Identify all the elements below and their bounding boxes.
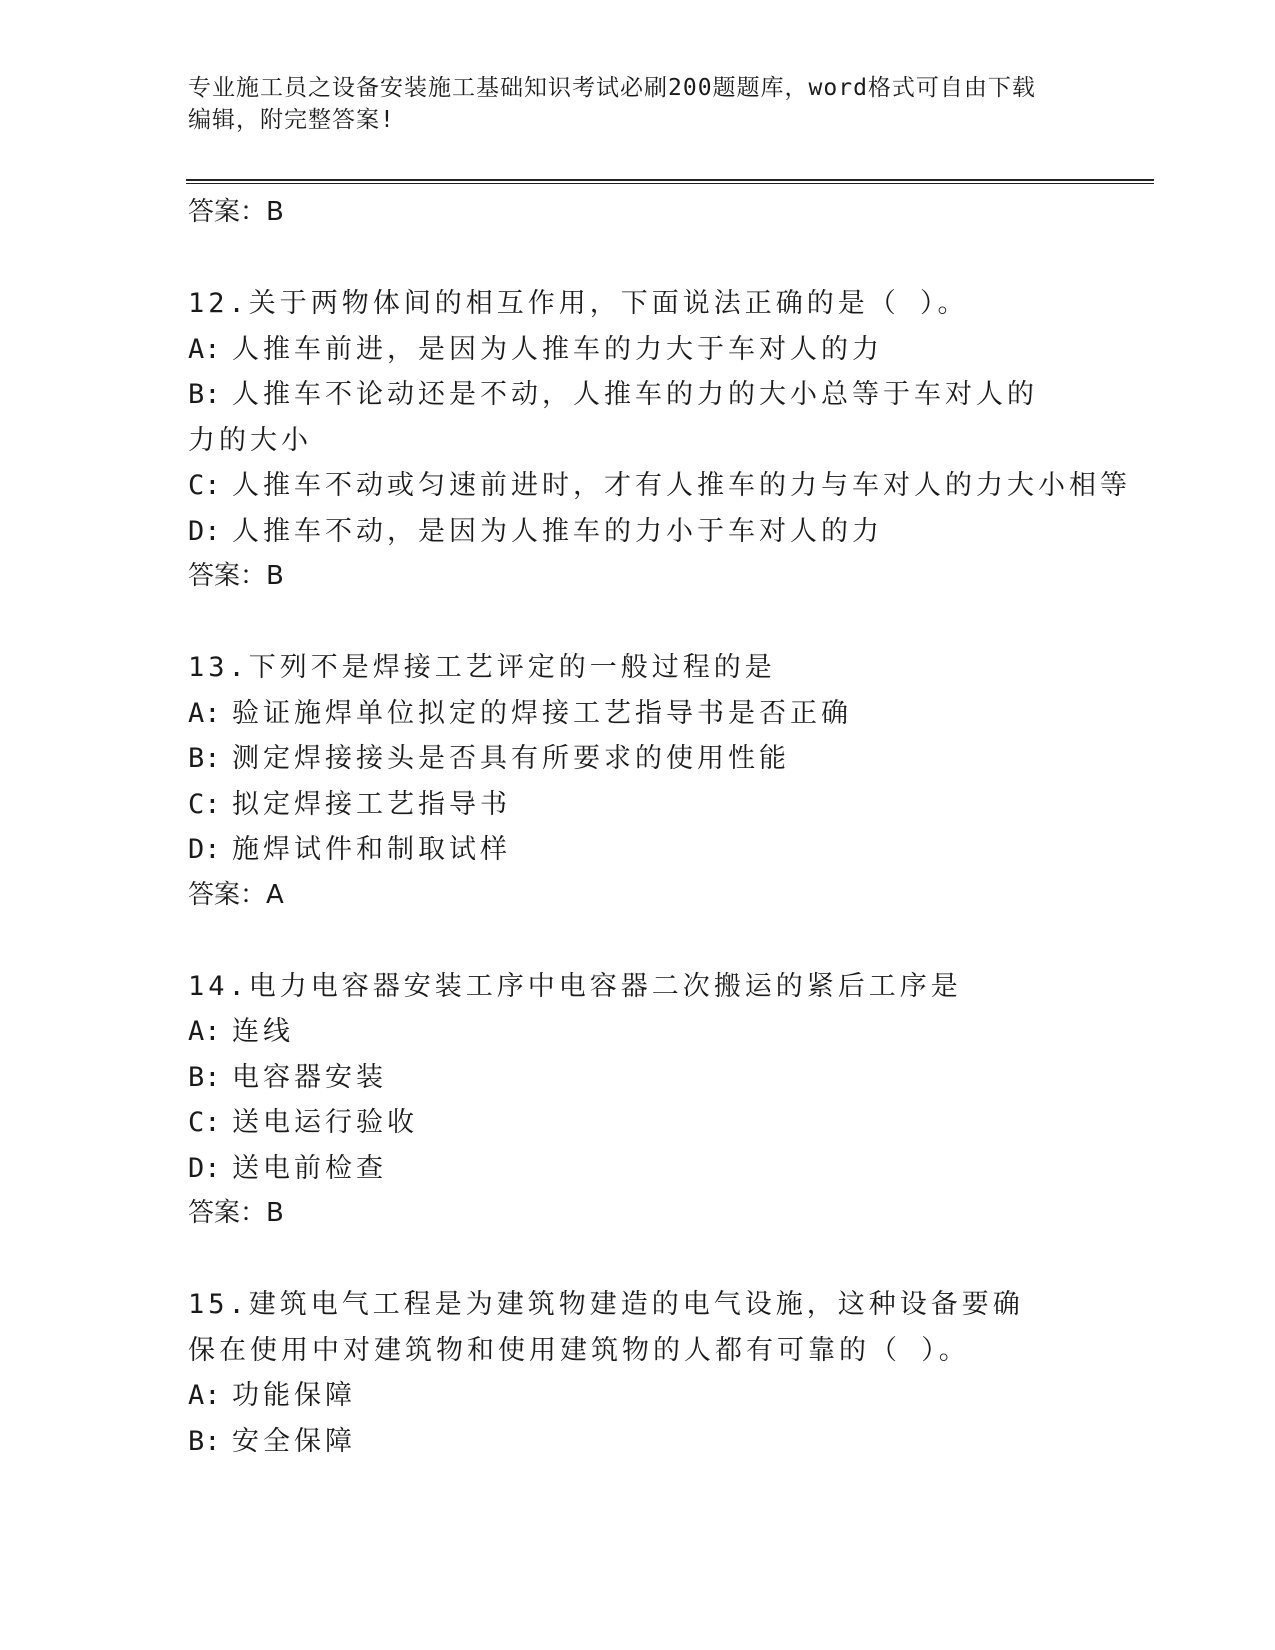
option-letter: D: [188,515,221,547]
option-text: 拟定焊接工艺指导书 [232,788,511,820]
option-letter: B: [188,379,221,410]
option-letter: D: [188,834,221,865]
option-c [188,782,1088,828]
option-a [188,327,1088,373]
option-letter: B: [188,1061,221,1093]
answer-line: 答案：B [188,1198,284,1228]
option-c [188,463,1131,509]
question-stem: 13.下列不是焊接工艺评定的一般过程的是 [188,652,776,683]
header-title-line-1: 专业施工员之设备安装施工基础知识考试必刷200题题库，word格式可自由下载 [188,75,1036,101]
option-letter: C: [188,1107,221,1138]
option-a [188,1009,1088,1055]
question-list [188,190,1131,1464]
option-text: 送电前检查 [232,1152,387,1184]
option-letter: A: [188,1016,221,1047]
option-letter: B: [188,743,221,774]
option-text: 人推车不论动还是不动，人推车的力的大小总等于车对人的力的大小 [188,379,1038,456]
option-text: 验证施焊单位拟定的焊接工艺指导书是否正确 [232,697,852,729]
question-block [188,1282,1088,1464]
spacer [188,1237,1088,1283]
option-a [188,1373,1088,1419]
option-text: 测定焊接接头是否具有所要求的使用性能 [232,743,790,774]
spacer [188,236,1088,282]
option-letter: C: [188,788,221,820]
option-letter: B: [188,1425,221,1457]
question-block [188,281,1131,600]
option-text: 人推车前进，是因为人推车的力大于车对人的力 [232,333,883,365]
option-text: 连线 [232,1016,294,1047]
answer-line: 答案：A [188,879,284,910]
question-block [188,964,1088,1237]
option-text: 安全保障 [232,1425,356,1457]
option-text: 电容器安装 [232,1061,387,1093]
option-b [188,372,1048,463]
header-title-line-2: 编辑，附完整答案! [188,107,395,133]
header-divider [186,179,1154,184]
question-stem: 12.关于两物体间的相互作用，下面说法正确的是（ ）。 [188,288,969,319]
option-text: 送电运行验收 [232,1107,418,1138]
option-text: 功能保障 [232,1380,356,1411]
option-text: 施焊试件和制取试样 [232,834,511,865]
question-stem: 15.建筑电气工程是为建筑物建造的电气设施，这种设备要确保在使用中对建筑物和使用建筑物的人都有可靠的（ ）。 [188,1289,1024,1366]
option-text: 人推车不动或匀速前进时，才有人推车的力与车对人的力大小相等 [232,470,1131,501]
option-letter: A: [188,333,221,365]
option-b [188,736,1088,782]
option-letter: C: [188,470,221,501]
spacer [188,918,1088,964]
option-c [188,1100,1088,1146]
option-d [188,509,1088,555]
option-letter: A: [188,697,221,729]
option-b [188,1055,1088,1101]
option-letter: A: [188,1380,221,1411]
option-text: 人推车不动，是因为人推车的力小于车对人的力 [232,515,883,547]
previous-answer: 答案：B [188,197,284,227]
answer-line: 答案：B [188,561,284,591]
question-stem: 14.电力电容器安装工序中电容器二次搬运的紧后工序是 [188,970,962,1002]
question-block [188,645,1088,918]
spacer [188,600,1088,646]
option-b [188,1419,1088,1465]
document-header [188,72,1088,136]
option-d [188,827,1088,873]
option-letter: D: [188,1152,221,1184]
option-d [188,1146,1088,1192]
option-a [188,691,1088,737]
